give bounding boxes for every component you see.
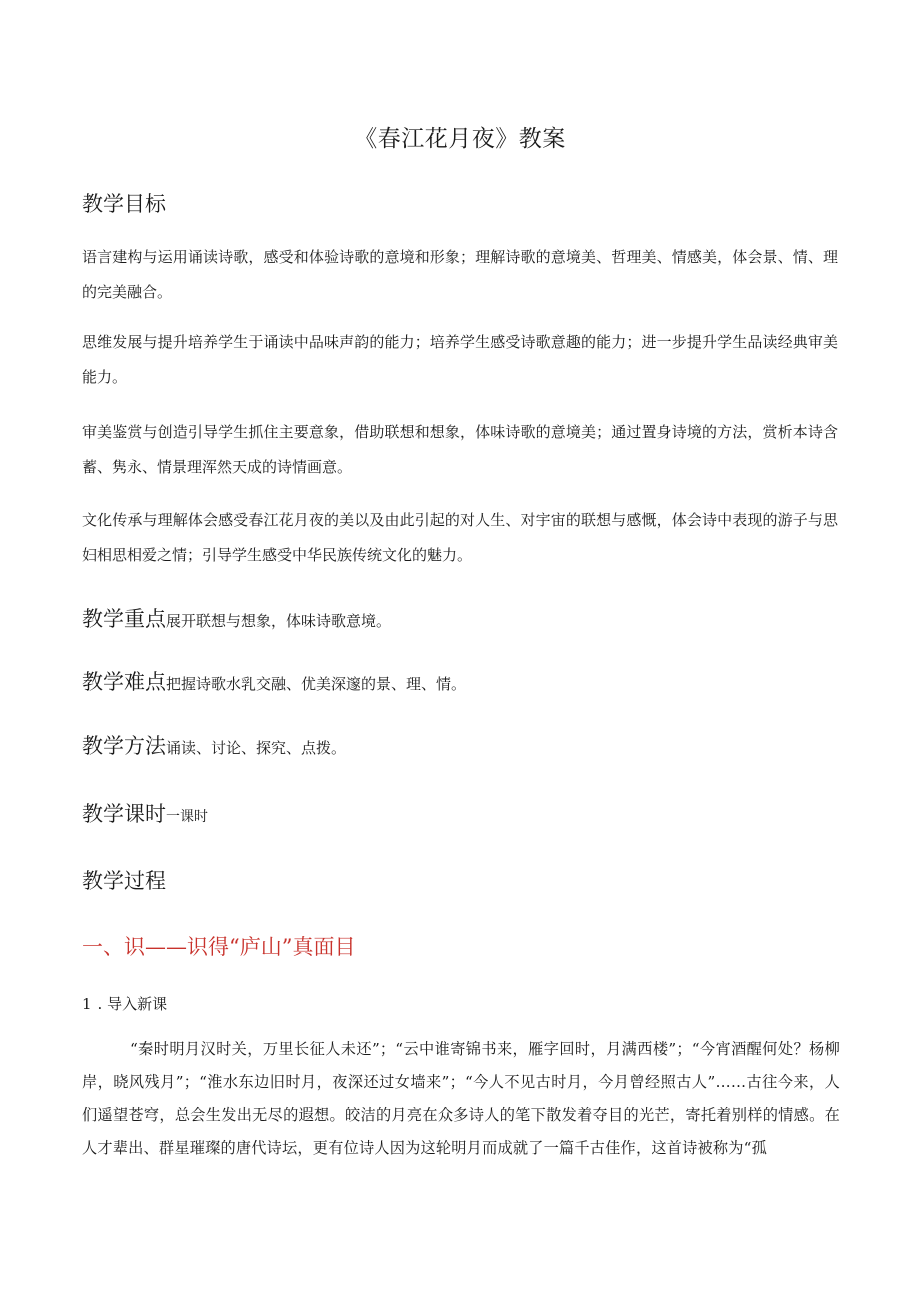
intro-paragraph: “秦时明月汉时关，万里长征人未还”；“云中谁寄锦书来，雁字回时，月满西楼”；“今宵酒醒何处？杨柳岸，晓风残月”；“淮水东边旧时月，夜深还过女墙来”；“今人不见古时月，今月曾经照古人”……古往今来，人们遥望苍穹，总会生发出无尽的遐想。皎洁的月亮在众多诗人的笔下散发着夺目的光芒，寄托着别样的情感。在人才辈出、群星璀璨的唐代诗坛，更有位诗人因为这轮明月而成就了一篇千古佳作，这首诗被称为“孤 bbox=[82, 1040, 840, 1157]
document-title: 《春江花月夜》教案 bbox=[354, 126, 566, 152]
difficulty bbox=[82, 668, 466, 698]
hours bbox=[82, 800, 208, 831]
difficulty-text: 把握诗歌水乳交融、优美深邃的景、理、情。 bbox=[166, 675, 467, 693]
key-point-text: 展开联想与想象，体味诗歌意境。 bbox=[166, 612, 392, 630]
hours-text: 一课时 bbox=[166, 809, 208, 825]
key-point bbox=[82, 605, 391, 635]
goal-language: 语言建构与运用诵读诗歌，感受和体验诗歌的意境和形象；理解诗歌的意境美、哲理美、情感美，体会景、情、理的完美融合。 bbox=[82, 248, 838, 301]
goals-heading: 教学目标 bbox=[82, 192, 166, 216]
section-1-heading: 一、识——识得“庐山”真面目 bbox=[82, 935, 356, 959]
subsection-label: . 导入新课 bbox=[97, 995, 168, 1013]
key-point-heading: 教学重点 bbox=[82, 607, 166, 631]
subsection-intro bbox=[82, 992, 167, 1016]
subsection-number: 1 bbox=[82, 995, 92, 1013]
method bbox=[82, 732, 346, 762]
goal-aesthetic: 审美鉴赏与创造引导学生抓住主要意象，借助联想和想象，体味诗歌的意境美；通过置身诗境的方法，赏析本诗含蓄、隽永、情景理浑然天成的诗情画意。 bbox=[82, 423, 838, 476]
hours-heading: 教学课时 bbox=[82, 802, 166, 826]
process-heading: 教学过程 bbox=[82, 869, 166, 893]
method-text: 诵读、讨论、探究、点拨。 bbox=[166, 739, 347, 757]
goal-thinking: 思维发展与提升培养学生于诵读中品味声韵的能力；培养学生感受诗歌意趣的能力；进一步提升学生品读经典审美能力。 bbox=[82, 333, 838, 386]
difficulty-heading: 教学难点 bbox=[82, 670, 166, 694]
method-heading: 教学方法 bbox=[82, 734, 166, 758]
goal-culture: 文化传承与理解体会感受春江花月夜的美以及由此引起的对人生、对宇宙的联想与感慨，体会诗中表现的游子与思妇相思相爱之情；引导学生感受中华民族传统文化的魅力。 bbox=[82, 511, 838, 564]
